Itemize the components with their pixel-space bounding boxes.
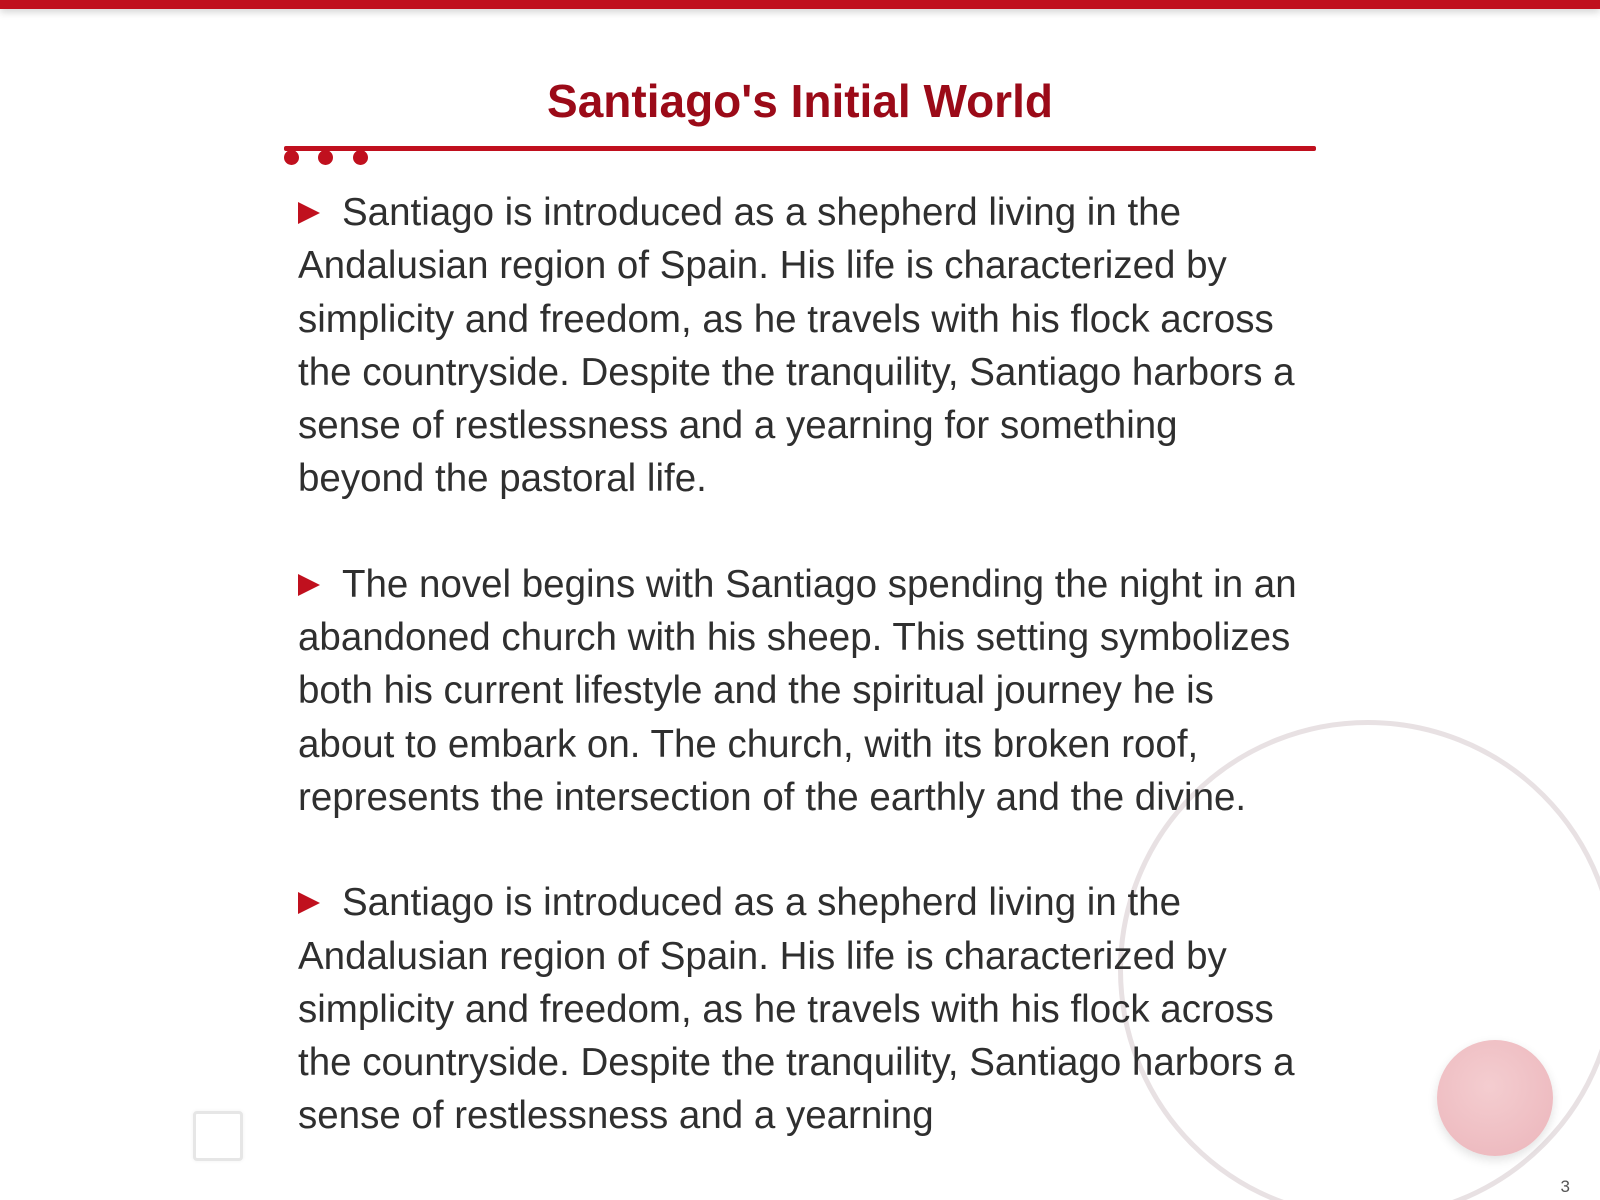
decorative-circle [1437,1040,1553,1156]
paragraph-text: The novel begins with Santiago spending the night in an abandoned church with his sheep. This setting symbolizes both his current lifestyle and the spiritual journey he is about to embark on. The church, with its broken roof, represents the intersection of the earthly and the divine. [298,562,1297,819]
ornament-dot [284,150,299,165]
bullet-paragraph [298,558,1308,824]
paragraph-text: Santiago is introduced as a shepherd living in the Andalusian region of Spain. His life is characterized by simplicity and freedom, as he travels with his flock across the countryside. Despite the tranquility, Santiago harbors a sense of restlessness and a yearning for something beyond the pastoral life. [298,191,1295,501]
top-accent-bar [0,0,1600,9]
decorative-square [193,1111,243,1161]
triangle-right-icon [298,202,320,224]
paragraph-text: Santiago is introduced as a shepherd living in the Andalusian region of Spain. His life is characterized by simplicity and freedom, as he travels with his flock across the countryside. Despite the tranquility, Santiago harbors a sense of restlessness and a yearning [298,881,1295,1138]
bullet-paragraph [298,186,1308,506]
slide-body [298,186,1308,1195]
triangle-right-icon [298,574,320,596]
page-number: 3 [1560,1177,1570,1196]
triangle-right-icon [298,892,320,914]
title-underline [284,146,1316,151]
ornament-dot [318,150,333,165]
slide-title: Santiago's Initial World [547,75,1053,127]
ornament-dot [353,150,368,165]
bullet-paragraph [298,876,1308,1142]
